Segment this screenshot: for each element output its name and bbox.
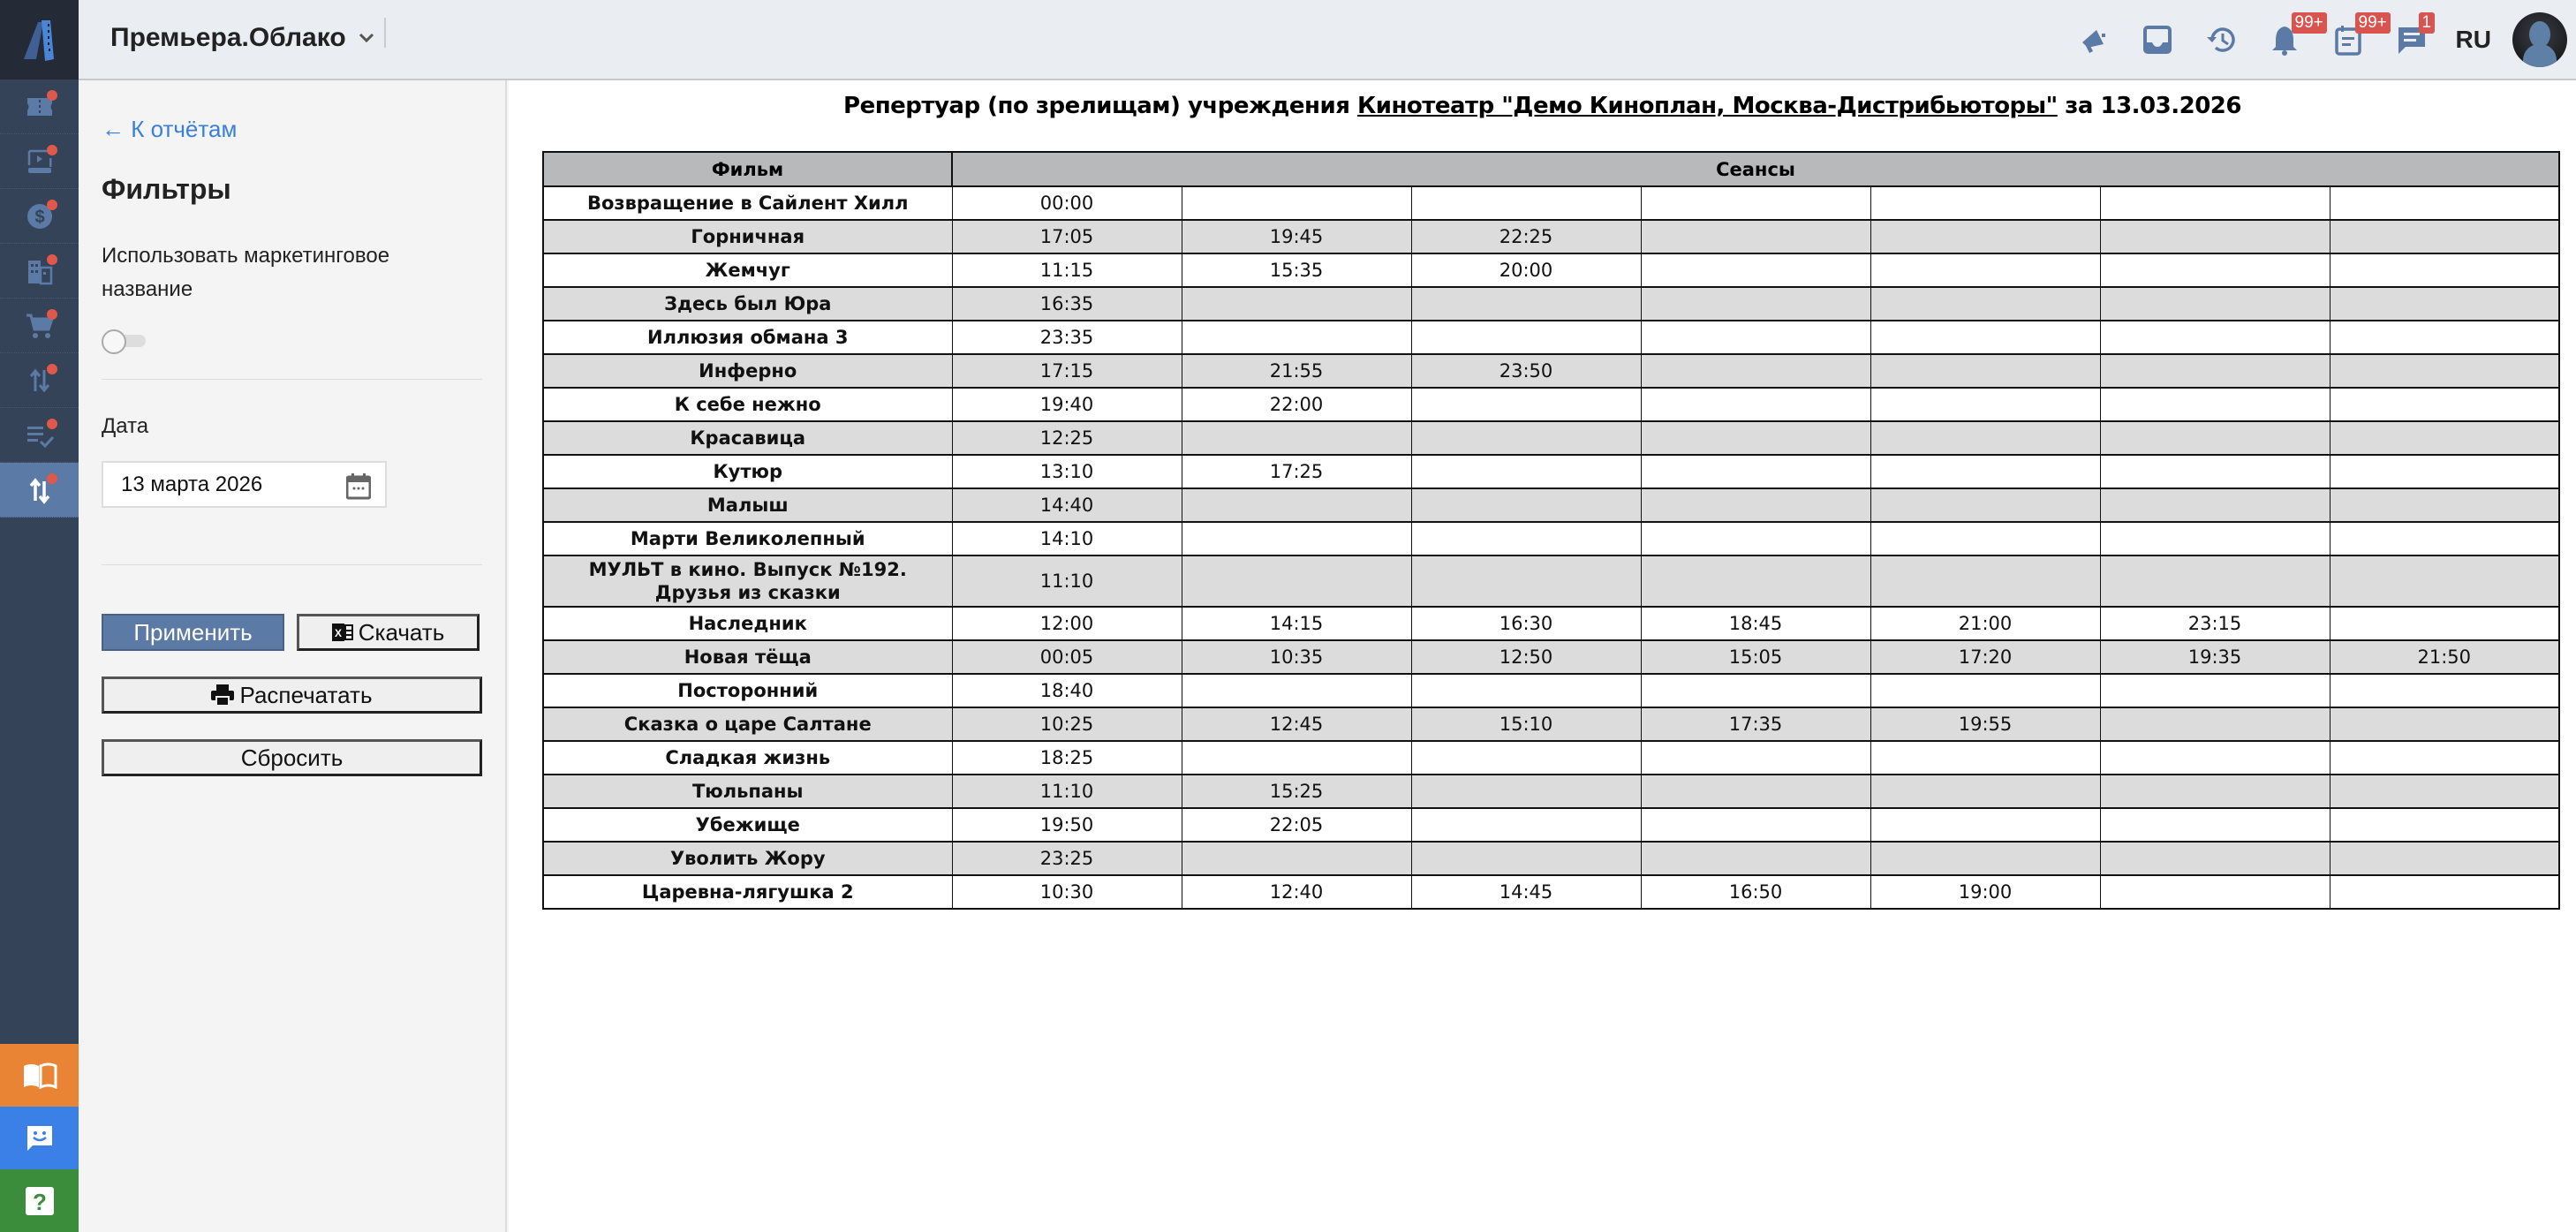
session-time-cell: 16:50 bbox=[1641, 875, 1870, 909]
session-time-cell bbox=[1641, 253, 1870, 287]
session-time-cell bbox=[2100, 455, 2330, 488]
session-time-cell bbox=[1411, 287, 1641, 321]
session-time-cell bbox=[1641, 842, 1870, 875]
book-icon bbox=[22, 1062, 57, 1089]
table-row bbox=[543, 875, 2559, 909]
table-row bbox=[543, 707, 2559, 741]
session-time-cell: 17:35 bbox=[1641, 707, 1870, 741]
session-time-cell bbox=[1641, 220, 1870, 253]
sessions-column-header: Сеансы bbox=[952, 152, 2559, 186]
session-time-cell bbox=[1870, 741, 2100, 775]
film-title-cell: Малыш bbox=[543, 488, 952, 522]
notifications-button[interactable] bbox=[2253, 0, 2323, 79]
session-time-cell: 00:00 bbox=[952, 186, 1182, 220]
knowledge-base-button[interactable] bbox=[0, 1044, 79, 1107]
reset-button[interactable]: Сбросить bbox=[102, 739, 482, 776]
report-title-prefix: Репертуар (по зрелищам) учреждения bbox=[843, 93, 1357, 119]
filters-panel bbox=[79, 80, 507, 1232]
session-time-cell: 10:30 bbox=[952, 875, 1182, 909]
film-title-cell: Инферно bbox=[543, 354, 952, 388]
session-time-cell bbox=[1870, 842, 2100, 875]
session-time-cell bbox=[1641, 674, 1870, 707]
session-time-cell bbox=[1870, 455, 2100, 488]
film-title-cell: Иллюзия обмана 3 bbox=[543, 321, 952, 354]
session-time-cell bbox=[2330, 875, 2559, 909]
session-time-cell bbox=[2100, 253, 2330, 287]
session-time-cell bbox=[1182, 186, 1411, 220]
session-time-cell bbox=[2330, 707, 2559, 741]
session-time-cell bbox=[1411, 808, 1641, 842]
report-title-suffix: за 13.03.2026 bbox=[2057, 93, 2241, 119]
feedback-button[interactable] bbox=[0, 1107, 79, 1169]
session-time-cell: 19:00 bbox=[1870, 875, 2100, 909]
chevron-down-icon bbox=[359, 33, 374, 43]
report-title bbox=[509, 93, 2576, 119]
tasks-badge: 99+ bbox=[2355, 12, 2391, 34]
marketing-name-toggle[interactable] bbox=[102, 329, 146, 352]
film-title-cell: Посторонний bbox=[543, 674, 952, 707]
session-time-cell bbox=[1411, 186, 1641, 220]
session-time-cell: 10:25 bbox=[952, 707, 1182, 741]
session-time-cell bbox=[1870, 775, 2100, 808]
session-time-cell bbox=[1641, 808, 1870, 842]
session-time-cell: 14:40 bbox=[952, 488, 1182, 522]
film-title-cell: Красавица bbox=[543, 421, 952, 455]
session-time-cell: 22:00 bbox=[1182, 388, 1411, 421]
session-time-cell bbox=[2100, 556, 2330, 607]
session-time-cell: 14:10 bbox=[952, 522, 1182, 556]
help-icon bbox=[25, 1186, 55, 1216]
sidebar-item-finance[interactable] bbox=[0, 189, 79, 244]
session-time-cell bbox=[2330, 186, 2559, 220]
session-time-cell bbox=[1641, 388, 1870, 421]
app-logo[interactable] bbox=[0, 0, 79, 79]
session-time-cell: 11:15 bbox=[952, 253, 1182, 287]
session-time-cell bbox=[2330, 354, 2559, 388]
session-time-cell: 11:10 bbox=[952, 775, 1182, 808]
session-time-cell bbox=[2100, 875, 2330, 909]
sidebar-item-tickets[interactable] bbox=[0, 79, 79, 134]
session-time-cell bbox=[1182, 556, 1411, 607]
session-time-cell: 12:00 bbox=[952, 607, 1182, 640]
session-time-cell bbox=[1411, 674, 1641, 707]
session-time-cell bbox=[2330, 674, 2559, 707]
megaphone-icon bbox=[2079, 25, 2109, 55]
sidebar-item-cinema-hall[interactable] bbox=[0, 134, 79, 189]
print-button[interactable] bbox=[102, 676, 482, 714]
sidebar-item-checklist[interactable] bbox=[0, 408, 79, 463]
divider bbox=[102, 379, 482, 380]
session-time-cell bbox=[2100, 354, 2330, 388]
table-row bbox=[543, 522, 2559, 556]
date-field[interactable] bbox=[102, 461, 387, 508]
excel-icon bbox=[332, 622, 353, 643]
session-time-cell bbox=[1870, 220, 2100, 253]
session-time-cell: 16:35 bbox=[952, 287, 1182, 321]
session-time-cell bbox=[1870, 488, 2100, 522]
session-time-cell bbox=[1641, 455, 1870, 488]
table-row bbox=[543, 808, 2559, 842]
film-title-cell: Царевна-лягушка 2 bbox=[543, 875, 952, 909]
session-time-cell: 22:25 bbox=[1411, 220, 1641, 253]
sidebar-item-cart[interactable] bbox=[0, 299, 79, 353]
film-title-cell: Сказка о царе Салтане bbox=[543, 707, 952, 741]
svg-text:$: $ bbox=[34, 207, 45, 227]
session-time-cell bbox=[1182, 674, 1411, 707]
repertoire-table bbox=[542, 151, 2560, 910]
session-time-cell: 17:15 bbox=[952, 354, 1182, 388]
session-time-cell bbox=[2100, 522, 2330, 556]
user-avatar[interactable] bbox=[2512, 12, 2567, 67]
session-time-cell bbox=[2100, 388, 2330, 421]
notifications-badge: 99+ bbox=[2292, 12, 2327, 34]
session-time-cell bbox=[1870, 522, 2100, 556]
table-row bbox=[543, 388, 2559, 421]
session-time-cell bbox=[2100, 488, 2330, 522]
session-time-cell bbox=[1641, 522, 1870, 556]
session-time-cell bbox=[2330, 741, 2559, 775]
session-time-cell bbox=[1411, 321, 1641, 354]
session-time-cell bbox=[2330, 287, 2559, 321]
table-header-row bbox=[543, 152, 2559, 186]
announcements-button[interactable] bbox=[2062, 0, 2126, 79]
session-time-cell bbox=[1182, 522, 1411, 556]
session-time-cell bbox=[1182, 842, 1411, 875]
session-time-cell bbox=[2100, 842, 2330, 875]
messages-button[interactable] bbox=[2380, 0, 2444, 79]
notification-dot bbox=[47, 90, 57, 101]
session-time-cell bbox=[2330, 388, 2559, 421]
session-time-cell: 15:35 bbox=[1182, 253, 1411, 287]
table-row bbox=[543, 775, 2559, 808]
table-row bbox=[543, 842, 2559, 875]
help-button[interactable] bbox=[0, 1169, 79, 1232]
session-time-cell bbox=[1411, 775, 1641, 808]
session-time-cell bbox=[1641, 775, 1870, 808]
session-time-cell: 12:40 bbox=[1182, 875, 1411, 909]
film-title-cell: Уволить Жору bbox=[543, 842, 952, 875]
session-time-cell: 16:30 bbox=[1411, 607, 1641, 640]
session-time-cell bbox=[2100, 186, 2330, 220]
session-time-cell bbox=[1411, 421, 1641, 455]
session-time-cell bbox=[1411, 842, 1641, 875]
session-time-cell bbox=[1641, 186, 1870, 220]
session-time-cell bbox=[2100, 808, 2330, 842]
download-label: Скачать bbox=[358, 618, 445, 646]
session-time-cell: 17:25 bbox=[1182, 455, 1411, 488]
notification-dot bbox=[47, 364, 57, 374]
session-time-cell bbox=[1870, 808, 2100, 842]
session-time-cell bbox=[2100, 421, 2330, 455]
session-time-cell bbox=[1182, 741, 1411, 775]
filters-title: Фильтры bbox=[102, 173, 231, 205]
session-time-cell bbox=[2330, 321, 2559, 354]
org-switcher[interactable] bbox=[110, 23, 374, 53]
film-title-cell: Убежище bbox=[543, 808, 952, 842]
session-time-cell: 15:05 bbox=[1641, 640, 1870, 674]
session-time-cell bbox=[2100, 220, 2330, 253]
session-time-cell bbox=[1411, 741, 1641, 775]
session-time-cell: 19:45 bbox=[1182, 220, 1411, 253]
session-time-cell: 18:40 bbox=[952, 674, 1182, 707]
session-time-cell bbox=[1411, 488, 1641, 522]
table-row bbox=[543, 186, 2559, 220]
session-time-cell bbox=[2100, 287, 2330, 321]
session-time-cell: 23:25 bbox=[952, 842, 1182, 875]
session-time-cell: 21:55 bbox=[1182, 354, 1411, 388]
table-row bbox=[543, 741, 2559, 775]
session-time-cell bbox=[1411, 522, 1641, 556]
film-title-cell: Жемчуг bbox=[543, 253, 952, 287]
table-row bbox=[543, 455, 2559, 488]
session-time-cell bbox=[2330, 842, 2559, 875]
apply-button[interactable]: Применить bbox=[102, 614, 284, 651]
session-time-cell bbox=[2100, 741, 2330, 775]
table-row bbox=[543, 354, 2559, 388]
session-time-cell bbox=[2330, 775, 2559, 808]
session-time-cell: 17:05 bbox=[952, 220, 1182, 253]
table-row bbox=[543, 220, 2559, 253]
session-time-cell: 13:10 bbox=[952, 455, 1182, 488]
download-button[interactable] bbox=[297, 614, 480, 651]
session-time-cell bbox=[1641, 354, 1870, 388]
session-time-cell: 22:05 bbox=[1182, 808, 1411, 842]
session-time-cell bbox=[2330, 808, 2559, 842]
session-time-cell: 12:50 bbox=[1411, 640, 1641, 674]
session-time-cell bbox=[1870, 421, 2100, 455]
film-title-cell: К себе нежно bbox=[543, 388, 952, 421]
session-time-cell bbox=[2100, 775, 2330, 808]
session-time-cell: 15:10 bbox=[1411, 707, 1641, 741]
date-label: Дата bbox=[102, 414, 149, 438]
film-title-cell: Сладкая жизнь bbox=[543, 741, 952, 775]
session-time-cell: 19:55 bbox=[1870, 707, 2100, 741]
notification-dot bbox=[47, 145, 57, 155]
tasks-button[interactable] bbox=[2316, 0, 2387, 79]
language-switcher[interactable]: RU bbox=[2455, 25, 2491, 53]
date-value: 13 марта 2026 bbox=[121, 472, 263, 496]
back-to-reports-link[interactable]: ← К отчётам bbox=[102, 116, 238, 142]
session-time-cell bbox=[1870, 556, 2100, 607]
session-time-cell bbox=[2330, 220, 2559, 253]
inbox-icon bbox=[2142, 25, 2172, 55]
session-time-cell: 23:50 bbox=[1411, 354, 1641, 388]
session-time-cell bbox=[1182, 321, 1411, 354]
notification-dot bbox=[47, 200, 57, 210]
film-title-cell: Новая тёща bbox=[543, 640, 952, 674]
session-time-cell bbox=[2330, 455, 2559, 488]
session-time-cell bbox=[2330, 253, 2559, 287]
app-title: Премьера.Облако bbox=[110, 23, 346, 52]
toggle-knob bbox=[102, 329, 126, 354]
printer-icon bbox=[211, 684, 234, 706]
session-time-cell: 20:00 bbox=[1411, 253, 1641, 287]
film-title-cell: Наследник bbox=[543, 607, 952, 640]
table-row bbox=[543, 556, 2559, 607]
svg-text:X: X bbox=[334, 627, 342, 639]
film-title-cell: Возвращение в Сайлент Хилл bbox=[543, 186, 952, 220]
history-button[interactable] bbox=[2189, 0, 2253, 79]
sidebar-item-exchange[interactable] bbox=[0, 353, 79, 408]
divider bbox=[102, 564, 482, 565]
sidebar-item-transfer[interactable] bbox=[0, 463, 79, 518]
table-row bbox=[543, 607, 2559, 640]
session-time-cell bbox=[2330, 488, 2559, 522]
session-time-cell: 14:45 bbox=[1411, 875, 1641, 909]
session-time-cell bbox=[1870, 186, 2100, 220]
session-time-cell: 18:25 bbox=[952, 741, 1182, 775]
logo-icon bbox=[20, 17, 59, 63]
session-time-cell bbox=[1641, 287, 1870, 321]
film-title-cell: Горничная bbox=[543, 220, 952, 253]
session-time-cell bbox=[2330, 522, 2559, 556]
session-time-cell: 23:35 bbox=[952, 321, 1182, 354]
table-row bbox=[543, 640, 2559, 674]
session-time-cell bbox=[1641, 741, 1870, 775]
session-time-cell bbox=[1870, 674, 2100, 707]
film-title-cell: Марти Великолепный bbox=[543, 522, 952, 556]
session-time-cell bbox=[1641, 556, 1870, 607]
film-title-cell: МУЛЬТ в кино. Выпуск №192. Друзья из сказки bbox=[543, 556, 952, 607]
session-time-cell bbox=[2330, 556, 2559, 607]
session-time-cell bbox=[1411, 455, 1641, 488]
session-time-cell: 19:40 bbox=[952, 388, 1182, 421]
inbox-button[interactable] bbox=[2126, 0, 2189, 79]
session-time-cell bbox=[1870, 321, 2100, 354]
session-time-cell bbox=[1870, 287, 2100, 321]
session-time-cell bbox=[1641, 321, 1870, 354]
session-time-cell bbox=[1641, 488, 1870, 522]
session-time-cell: 19:35 bbox=[2100, 640, 2330, 674]
session-time-cell bbox=[1641, 421, 1870, 455]
table-row bbox=[543, 321, 2559, 354]
notification-dot bbox=[47, 254, 57, 265]
table-row bbox=[543, 488, 2559, 522]
table-row bbox=[543, 253, 2559, 287]
session-time-cell: 11:10 bbox=[952, 556, 1182, 607]
session-time-cell bbox=[2330, 607, 2559, 640]
session-time-cell bbox=[1411, 388, 1641, 421]
session-time-cell: 19:50 bbox=[952, 808, 1182, 842]
session-time-cell: 12:45 bbox=[1182, 707, 1411, 741]
sidebar-item-building[interactable] bbox=[0, 244, 79, 299]
session-time-cell bbox=[2100, 707, 2330, 741]
table-row bbox=[543, 674, 2559, 707]
film-title-cell: Тюльпаны bbox=[543, 775, 952, 808]
calendar-picker-icon[interactable] bbox=[346, 473, 371, 500]
table-row bbox=[543, 421, 2559, 455]
title-divider bbox=[384, 18, 386, 48]
session-time-cell: 15:25 bbox=[1182, 775, 1411, 808]
film-title-cell: Здесь был Юра bbox=[543, 287, 952, 321]
session-time-cell bbox=[2100, 321, 2330, 354]
left-rail bbox=[0, 0, 79, 1232]
session-time-cell bbox=[1411, 556, 1641, 607]
table-row bbox=[543, 287, 2559, 321]
session-time-cell: 00:05 bbox=[952, 640, 1182, 674]
session-time-cell bbox=[1182, 421, 1411, 455]
avatar-body bbox=[2523, 44, 2557, 67]
session-time-cell bbox=[2100, 674, 2330, 707]
session-time-cell bbox=[1870, 354, 2100, 388]
film-title-cell: Кутюр bbox=[543, 455, 952, 488]
session-time-cell: 14:15 bbox=[1182, 607, 1411, 640]
notification-dot bbox=[47, 419, 57, 429]
notification-dot bbox=[47, 309, 57, 320]
session-time-cell: 23:15 bbox=[2100, 607, 2330, 640]
session-time-cell bbox=[1182, 287, 1411, 321]
messages-badge: 1 bbox=[2419, 12, 2436, 34]
marketing-name-label: Использовать маркетинговое название bbox=[102, 244, 390, 301]
feedback-icon bbox=[26, 1124, 54, 1153]
report-area bbox=[509, 80, 2576, 1232]
print-label: Распечатать bbox=[239, 681, 373, 708]
film-column-header: Фильм bbox=[543, 152, 952, 186]
session-time-cell: 10:35 bbox=[1182, 640, 1411, 674]
session-time-cell: 12:25 bbox=[952, 421, 1182, 455]
top-bar bbox=[79, 0, 2576, 80]
session-time-cell bbox=[2330, 421, 2559, 455]
history-icon bbox=[2205, 25, 2237, 55]
svg-text:?: ? bbox=[32, 1188, 47, 1215]
session-time-cell bbox=[1182, 488, 1411, 522]
notification-dot bbox=[47, 473, 57, 484]
session-time-cell: 18:45 bbox=[1641, 607, 1870, 640]
session-time-cell: 21:50 bbox=[2330, 640, 2559, 674]
session-time-cell: 21:00 bbox=[1870, 607, 2100, 640]
session-time-cell bbox=[1870, 388, 2100, 421]
venue-link[interactable]: Кинотеатр "Демо Киноплан, Москва-Дистрибьюторы" bbox=[1356, 93, 2058, 119]
session-time-cell bbox=[1870, 253, 2100, 287]
session-time-cell: 17:20 bbox=[1870, 640, 2100, 674]
